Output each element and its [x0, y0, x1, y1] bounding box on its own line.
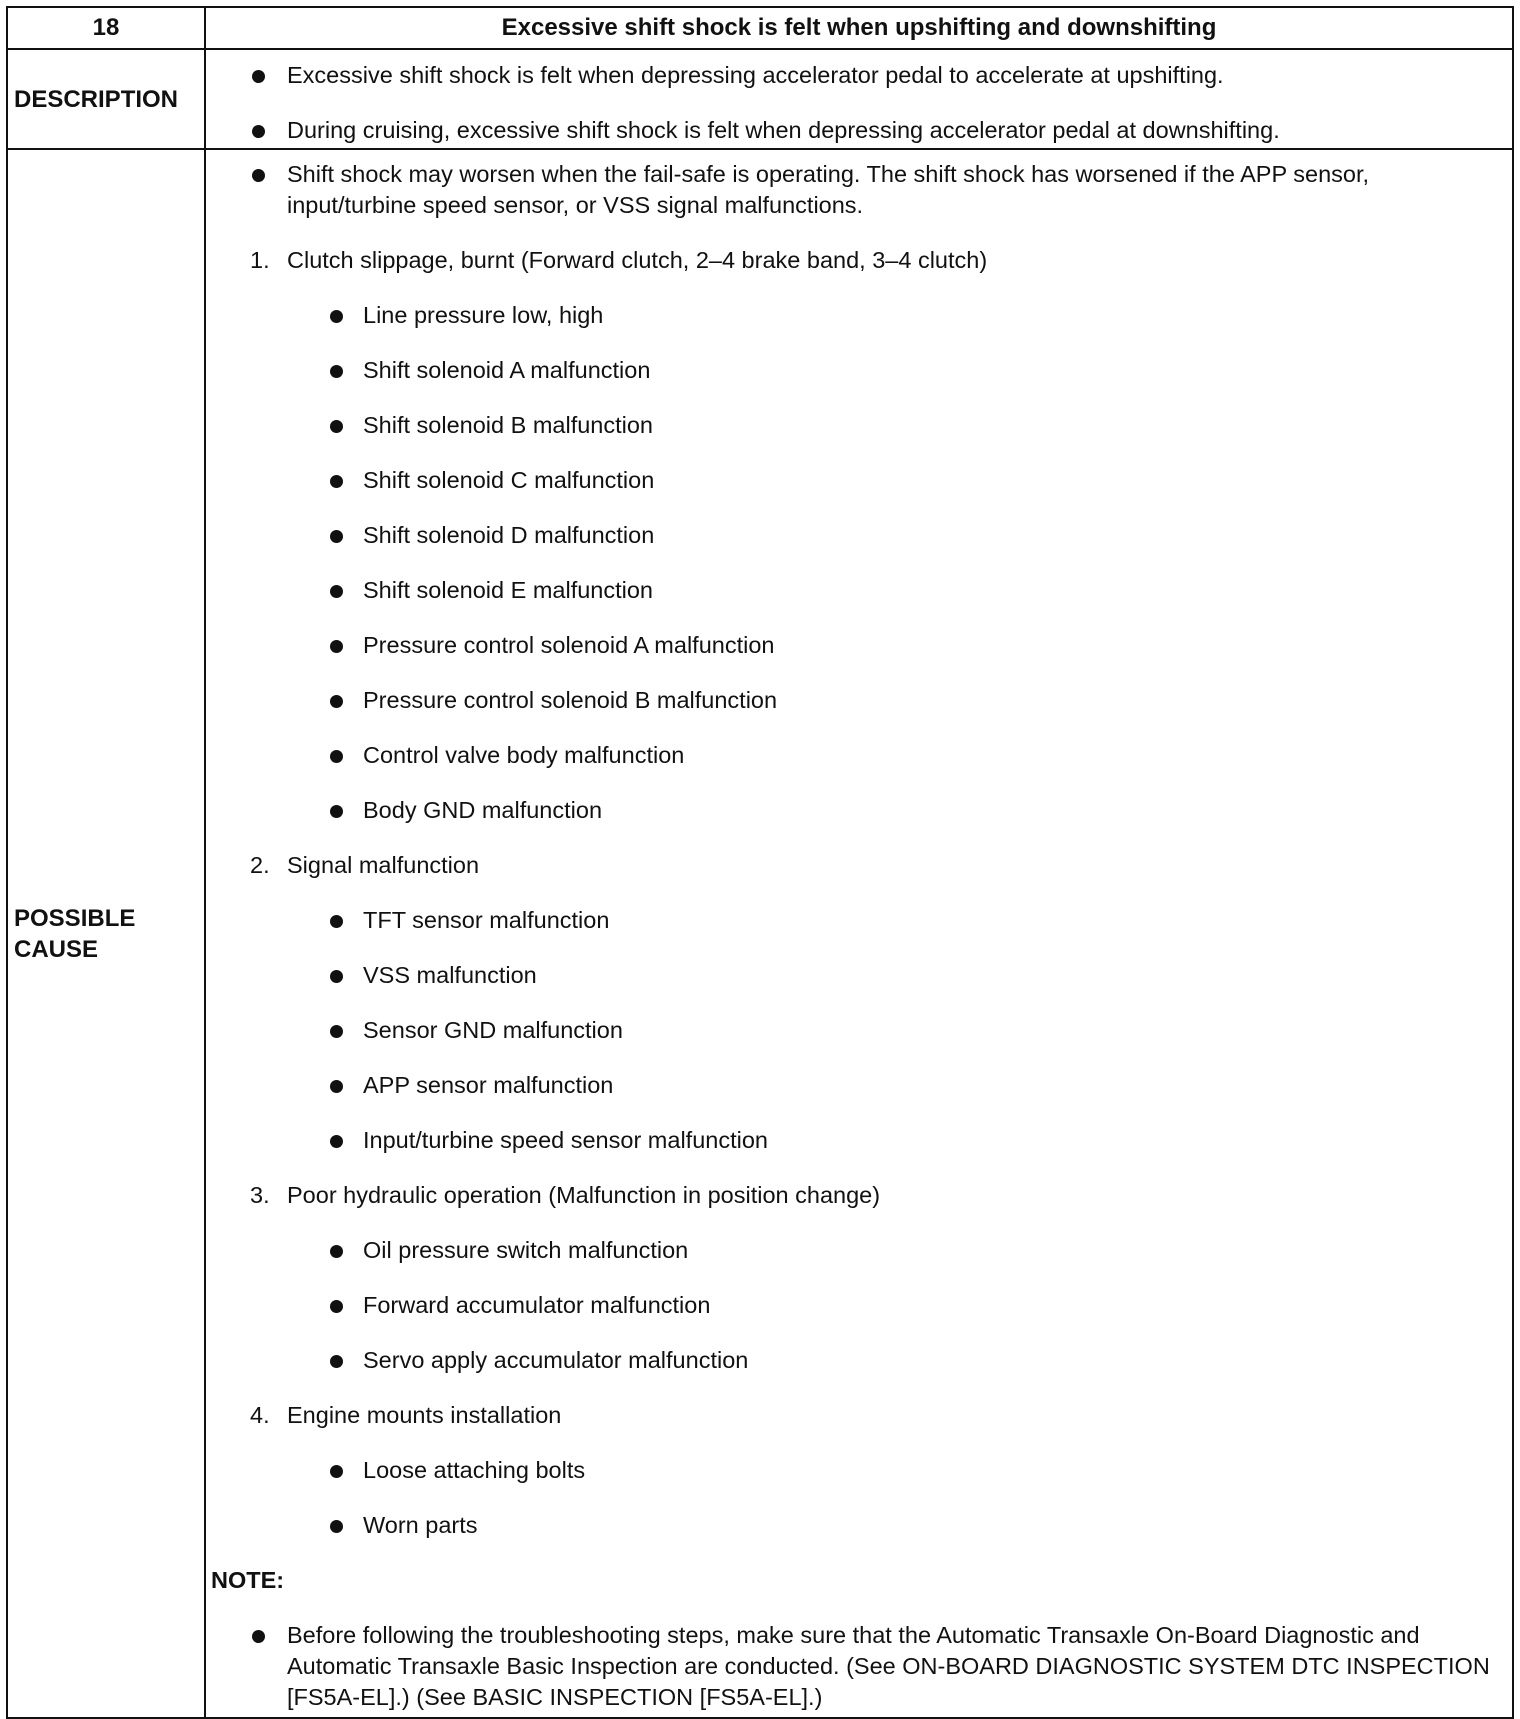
cause-item-text: Shift solenoid B malfunction — [363, 412, 653, 438]
cause-group-number: 3. — [250, 1182, 270, 1208]
description-label-cell — [7, 49, 205, 149]
cause-group-4 — [206, 1400, 1512, 1431]
cause-item-text: Body GND malfunction — [363, 797, 603, 823]
cause-item-text: APP sensor malfunction — [363, 1072, 614, 1098]
cause-intro-text: Shift shock may worsen when the fail-safe is operating. The shift shock has worsened if the APP sensor, input/turbine speed sensor, or VSS signal malfunctions. — [287, 161, 1370, 218]
bullet-icon — [330, 530, 343, 543]
cause-item — [206, 1070, 1512, 1101]
cause-intro — [206, 159, 1512, 221]
cause-item-text: TFT sensor malfunction — [363, 907, 610, 933]
cause-item — [206, 1015, 1512, 1046]
bullet-icon — [330, 805, 343, 818]
cause-item — [206, 960, 1512, 991]
cause-item — [206, 465, 1512, 496]
cause-group-number: 4. — [250, 1402, 270, 1428]
bullet-icon — [330, 420, 343, 433]
bullet-icon — [330, 585, 343, 598]
bullet-icon — [330, 970, 343, 983]
cause-group-3 — [206, 1180, 1512, 1211]
cause-item — [206, 905, 1512, 936]
cause-item-text: Shift solenoid C malfunction — [363, 467, 655, 493]
symptom-title: Excessive shift shock is felt when upshifting and downshifting — [205, 7, 1513, 49]
possible-cause-row — [7, 149, 1513, 1718]
cause-group-number: 1. — [250, 247, 270, 273]
bullet-icon — [330, 1080, 343, 1093]
cause-group-title: Engine mounts installation — [287, 1402, 562, 1428]
cause-item-text: Loose attaching bolts — [363, 1457, 586, 1483]
cause-item — [206, 575, 1512, 606]
note-text: Before following the troubleshooting steps, make sure that the Automatic Transaxle On-Board Diagnostic and Automatic Transaxle Basic Inspection are conducted. (See ON-BOARD DIAGNOSTIC SYSTEM DTC INSPECTION [FS5A-EL].) (See BASIC INSPECTION [FS5A-EL].) — [287, 1622, 1490, 1710]
cause-item-text: Input/turbine speed sensor malfunction — [363, 1127, 768, 1153]
header-row — [7, 7, 1513, 49]
description-content — [205, 49, 1513, 149]
cause-item-text: Forward accumulator malfunction — [363, 1292, 711, 1318]
bullet-icon — [330, 310, 343, 323]
cause-group-title: Clutch slippage, burnt (Forward clutch, 2–4 brake band, 3–4 clutch) — [287, 247, 988, 273]
cause-group-number: 2. — [250, 852, 270, 878]
cause-item-text: Pressure control solenoid A malfunction — [363, 632, 775, 658]
bullet-icon — [330, 1465, 343, 1478]
cause-item — [206, 300, 1512, 331]
description-item-text: Excessive shift shock is felt when depressing accelerator pedal to accelerate at upshifting. — [287, 62, 1224, 88]
cause-item — [206, 1510, 1512, 1541]
description-row — [7, 49, 1513, 149]
cause-group-2 — [206, 850, 1512, 881]
possible-cause-label-cell — [7, 149, 205, 1718]
cause-item-text: Shift solenoid E malfunction — [363, 577, 653, 603]
bullet-icon — [330, 1355, 343, 1368]
cause-item — [206, 1290, 1512, 1321]
cause-item-text: Shift solenoid A malfunction — [363, 357, 651, 383]
description-item — [206, 115, 1512, 146]
description-item — [206, 60, 1512, 91]
cause-item — [206, 740, 1512, 771]
cause-item — [206, 795, 1512, 826]
description-label: DESCRIPTION — [14, 85, 179, 113]
cause-item — [206, 1235, 1512, 1266]
cause-group-title: Poor hydraulic operation (Malfunction in position change) — [287, 1182, 881, 1208]
cause-item-text: Servo apply accumulator malfunction — [363, 1347, 749, 1373]
bullet-icon — [330, 1520, 343, 1533]
bullet-icon — [252, 169, 265, 182]
cause-item-text: Line pressure low, high — [363, 302, 604, 328]
bullet-icon — [330, 915, 343, 928]
troubleshooting-table — [6, 6, 1514, 1719]
cause-item-text: Oil pressure switch malfunction — [363, 1237, 689, 1263]
note-heading: NOTE: — [211, 1567, 285, 1593]
symptom-number: 18 — [7, 7, 205, 49]
cause-item — [206, 1345, 1512, 1376]
cause-item-text: Sensor GND malfunction — [363, 1017, 623, 1043]
possible-cause-label-line2: CAUSE — [14, 935, 99, 963]
cause-item — [206, 1125, 1512, 1156]
bullet-icon — [252, 70, 265, 83]
bullet-icon — [252, 1630, 265, 1643]
note-item — [206, 1620, 1512, 1713]
cause-item — [206, 355, 1512, 386]
cause-item-text: Worn parts — [363, 1512, 478, 1538]
bullet-icon — [330, 475, 343, 488]
cause-item-text: Control valve body malfunction — [363, 742, 685, 768]
cause-item — [206, 410, 1512, 441]
bullet-icon — [330, 1245, 343, 1258]
bullet-icon — [252, 125, 265, 138]
bullet-icon — [330, 365, 343, 378]
bullet-icon — [330, 1300, 343, 1313]
possible-cause-label-line1: POSSIBLE — [14, 904, 136, 932]
cause-item — [206, 685, 1512, 716]
cause-item — [206, 630, 1512, 661]
bullet-icon — [330, 1025, 343, 1038]
bullet-icon — [330, 750, 343, 763]
description-item-text: During cruising, excessive shift shock is felt when depressing accelerator pedal at downshifting. — [287, 117, 1280, 143]
bullet-icon — [330, 640, 343, 653]
bullet-icon — [330, 695, 343, 708]
cause-item — [206, 520, 1512, 551]
cause-item-text: VSS malfunction — [363, 962, 537, 988]
cause-item-text: Pressure control solenoid B malfunction — [363, 687, 778, 713]
cause-group-title: Signal malfunction — [287, 852, 480, 878]
cause-group-1 — [206, 245, 1512, 276]
possible-cause-content — [205, 149, 1513, 1718]
bullet-icon — [330, 1135, 343, 1148]
cause-item — [206, 1455, 1512, 1486]
cause-item-text: Shift solenoid D malfunction — [363, 522, 655, 548]
